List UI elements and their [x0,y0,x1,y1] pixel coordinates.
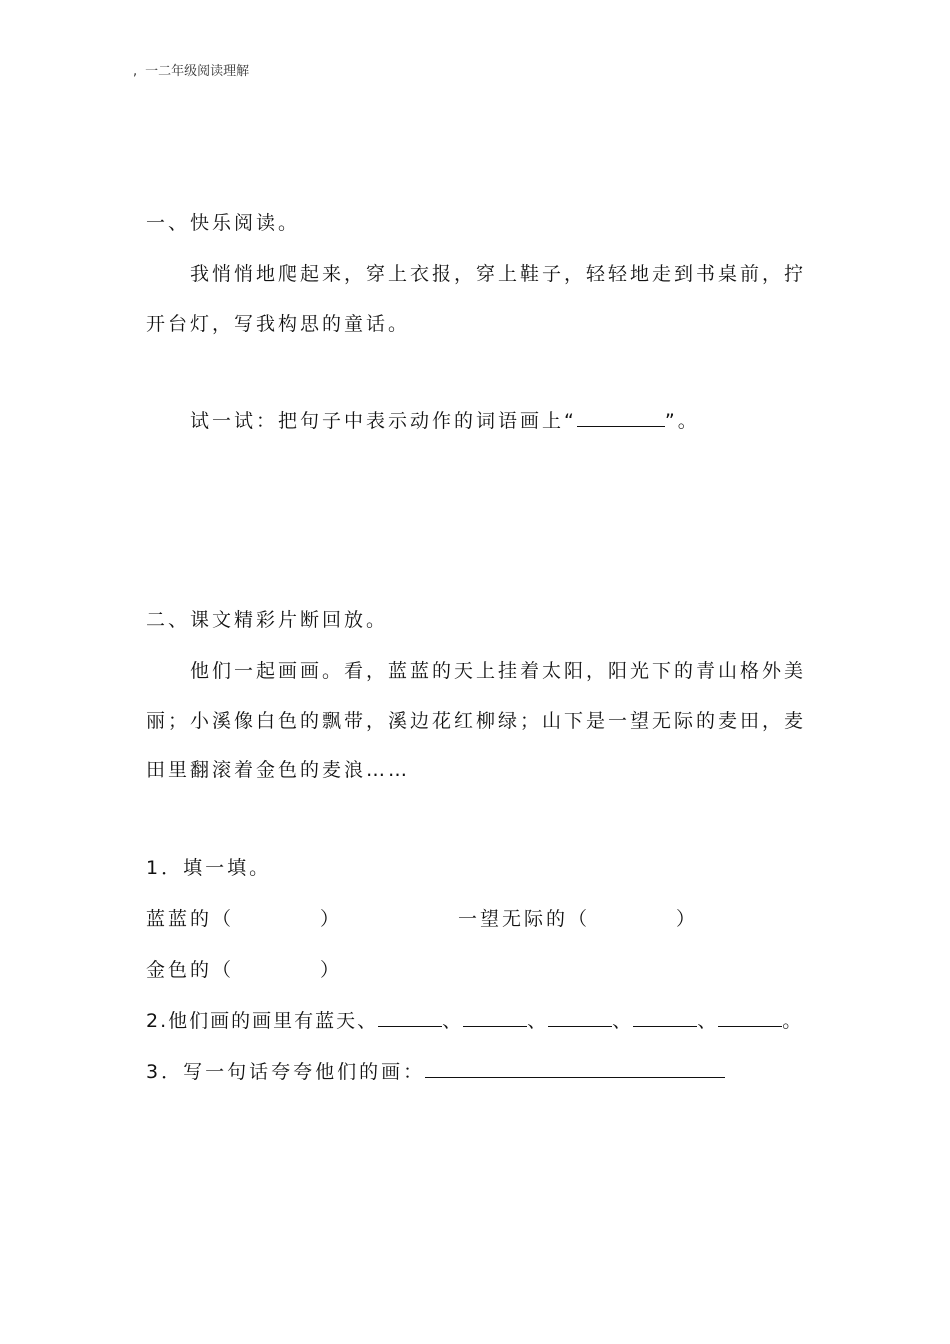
q2-blank-2[interactable] [463,1008,527,1027]
task-prefix: 试一试：把句子中表示动作的词语画上“ [190,410,577,432]
q2 [146,1006,803,1033]
page-header [133,60,249,79]
section2-passage-line2: 丽；小溪像白色的飘带，溪边花红柳绿；山下是一望无际的麦田，麦 [146,710,807,732]
q2-blank-5[interactable] [718,1008,782,1027]
q1-item3-label: 金色的（ [146,959,235,981]
q2-end: 。 [782,1010,804,1032]
q1-item1 [146,904,342,931]
q3-answer-line[interactable] [425,1059,725,1078]
q2-prefix: 2.他们画的画里有蓝天、 [146,1010,379,1032]
section1-task [190,406,700,433]
q1-item2 [458,904,698,931]
q2-sep-2: 、 [527,1010,549,1032]
q1-item1-close: ） [320,908,343,930]
section2-heading: 二、课文精彩片断回放。 [146,609,389,631]
task-blank [577,408,665,427]
q1-item3-close: ） [320,959,343,981]
q1-heading: 1．填一填。 [146,857,272,879]
section2-passage-line1: 他们一起画画。看，蓝蓝的天上挂着太阳，阳光下的青山格外美 [190,660,807,682]
section1-heading: 一、快乐阅读。 [146,212,301,234]
q2-sep-3: 、 [612,1010,634,1032]
header-mark: , [133,64,138,79]
q2-sep-1: 、 [442,1010,464,1032]
q3-prefix: 3．写一句话夸夸他们的画： [146,1061,426,1083]
q1-item3 [146,955,342,982]
q3 [146,1057,725,1084]
q2-blank-1[interactable] [378,1008,442,1027]
section1-passage-line2: 开台灯，写我构思的童话。 [146,313,411,335]
q2-sep-4: 、 [697,1010,719,1032]
q1-item1-label: 蓝蓝的（ [146,908,235,930]
task-suffix: ”。 [664,410,700,432]
section2-passage-line3: 田里翻滚着金色的麦浪…… [146,759,411,781]
q2-blank-3[interactable] [548,1008,612,1027]
q2-blank-4[interactable] [633,1008,697,1027]
q1-item2-label: 一望无际的（ [458,908,591,930]
header-title: 一二年级阅读理解 [145,64,250,79]
q1-item2-close: ） [676,908,699,930]
section1-passage-line1: 我悄悄地爬起来，穿上衣报，穿上鞋子，轻轻地走到书桌前，拧 [190,263,807,285]
